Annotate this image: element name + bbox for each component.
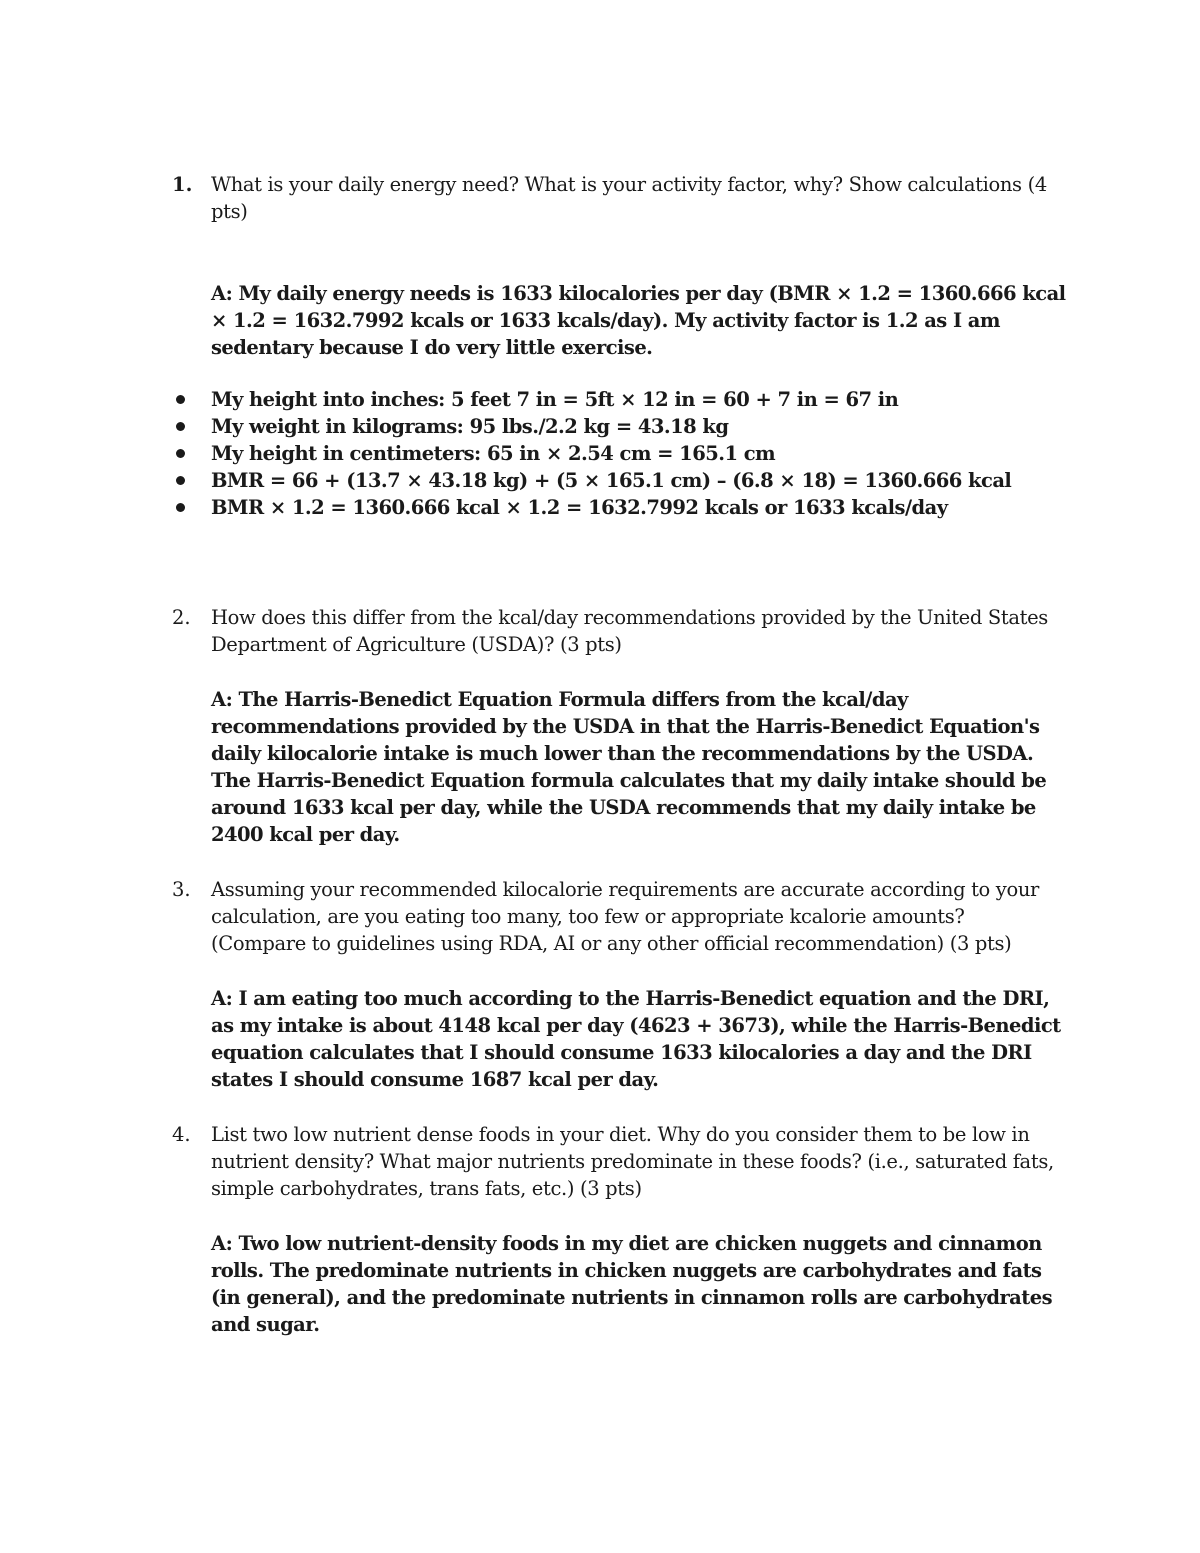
question-number: 1.: [172, 173, 193, 196]
question-prompt: Assuming your recommended kilocalorie requirements are accurate according to your calculation, are you eating too many, too few or appropriate kcalorie amounts? (Compare to guidelines using RDA, AI or any other official recommendation) (3 pts): [211, 878, 1040, 955]
answer-4: A: Two low nutrient-density foods in my diet are chicken nuggets and cinnamon rolls. The predominate nutrients in chicken nuggets are carbohydrates and fats (in general), and the predominate nutrients in cinnamon rolls are carbohydrates and sugar.: [211, 1232, 1053, 1336]
answer-3: A: I am eating too much according to the Harris-Benedict equation and the DRI, as my intake is about 4148 kcal per day (4623 + 3673), while the Harris-Benedict equation calculates that I should consume 1633 kilocalories a day and the DRI states I should consume 1687 kcal per day.: [211, 987, 1061, 1091]
bullet-icon: [176, 476, 185, 485]
answer-2: A: The Harris-Benedict Equation Formula differs from the kcal/day recommendations provided by the USDA in that the Harris-Benedict Equation's daily kilocalorie intake is much lower than the recommendations by the USDA. The Harris-Benedict Equation formula calculates that my daily intake should be around 1633 kcal per day, while the USDA recommends that my daily intake be 2400 kcal per day.: [211, 688, 1047, 846]
question-number: 3.: [172, 878, 191, 901]
bullet-icon: [176, 422, 185, 431]
answer-1: A: My daily energy needs is 1633 kilocalories per day (BMR × 1.2 = 1360.666 kcal × 1.2 = 1632.7992 kcals or 1633 kcals/day). My activity factor is 1.2 as I am sedentary because I do very little exercise.: [211, 282, 1066, 359]
list-item: BMR = 66 + (13.7 × 43.18 kg) + (5 × 165.1 cm) – (6.8 × 18) = 1360.666 kcal: [0, 467, 1200, 494]
calculation-list: [0, 386, 1200, 521]
question-prompt: How does this differ from the kcal/day recommendations provided by the United States Department of Agriculture (USDA)? (3 pts): [211, 606, 1048, 656]
list-item: BMR × 1.2 = 1360.666 kcal × 1.2 = 1632.7992 kcals or 1633 kcals/day: [0, 494, 1200, 521]
bullet-icon: [176, 395, 185, 404]
question-prompt: What is your daily energy need? What is your activity factor, why? Show calculations (4 pts): [211, 173, 1047, 223]
question-number: 2.: [172, 606, 191, 629]
question-prompt: List two low nutrient dense foods in your diet. Why do you consider them to be low in nutrient density? What major nutrients predominate in these foods? (i.e., saturated fats, simple carbohydrates, trans fats, etc.) (3 pts): [211, 1123, 1054, 1200]
list-item: My weight in kilograms: 95 lbs./2.2 kg = 43.18 kg: [0, 413, 1200, 440]
bullet-icon: [176, 449, 185, 458]
list-item: My height into inches: 5 feet 7 in = 5ft × 12 in = 60 + 7 in = 67 in: [0, 386, 1200, 413]
list-item: My height in centimeters: 65 in × 2.54 cm = 165.1 cm: [0, 440, 1200, 467]
question-number: 4.: [172, 1123, 191, 1146]
bullet-icon: [176, 503, 185, 512]
